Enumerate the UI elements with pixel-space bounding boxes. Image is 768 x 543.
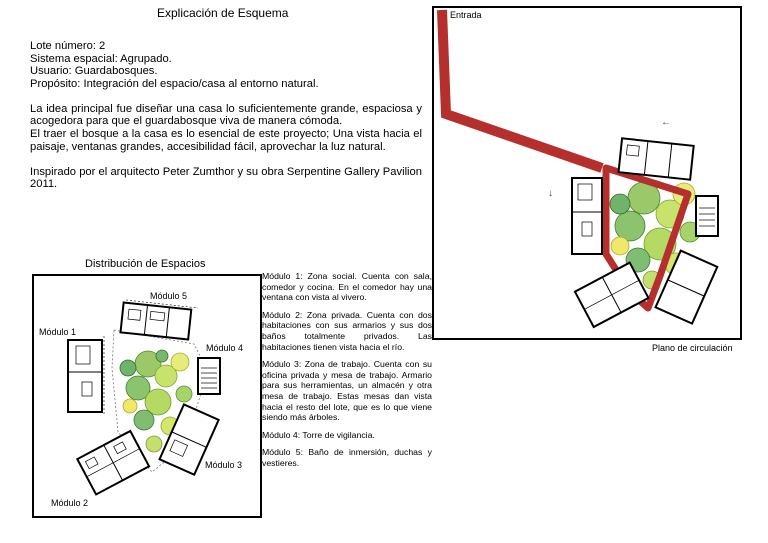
page-title: Explicación de Esquema [157,6,289,20]
spatial-system: Sistema espacial: Agrupado. [30,52,172,65]
intro-text [30,40,422,203]
distribution-plan-drawing [34,276,260,516]
module-4-plan [696,196,718,236]
circulation-plan-drawing [434,8,740,338]
module-1-description: Módulo 1: Zona social. Cuenta con sala, comedor y cocina. En el comedor hay una ventana con vista al vivero. [262,271,432,303]
module-1-plan [572,178,602,254]
module-2-plan [77,431,149,494]
module-5-plan [619,138,694,179]
module-1-label: Módulo 1 [39,327,77,337]
module-2-description: Módulo 2: Zona privada. Cuenta con dos habitaciones con sus armarios y sus dos baños totalmente privados. Las habitaciones tienen vista hacia el río. [262,309,432,352]
module-5-plan [121,303,192,340]
purpose: Propósito: Integración del espacio/casa al entorno natural. [30,77,319,90]
module-3-description: Módulo 3: Zona de trabajo. Cuenta con su oficina privada y mesa de trabajo. Armario para sus herramientas, un almacén y otra mesa de trabajo. Estas mesas dan vista hacia el resto del lote, que es lo que viene siendo más árboles. [262,359,432,423]
module-4-description: Módulo 4: Torre de vigilancia. [262,429,375,440]
circulation-caption: Plano de circulación [652,343,733,353]
module-2-label: Módulo 2 [51,498,89,508]
info-lines [30,40,422,90]
distribution-plan [32,274,262,518]
arrow-down-icon: ↓ [548,188,553,199]
module-4-label: Módulo 4 [206,343,244,353]
entrance-label: Entrada [450,10,482,20]
circulation-plan [432,6,742,340]
arrow-left-icon: ← [661,117,671,128]
module-5-description: Módulo 5: Baño de inmersión, duchas y vestieres. [262,447,432,468]
paragraph-forest: El traer el bosque a la casa es lo esencial de este proyecto; Una vista hacia el paisaje, ventanas grandes, accesibilidad fácil, aprovechar la luz natural. [30,128,422,153]
module-4-plan [198,358,220,394]
user: Usuario: Guardabosques. [30,65,158,78]
lot-number: Lote número: 2 [30,40,106,52]
distribution-title: Distribución de Espacios [85,258,206,270]
paragraph-idea: La idea principal fue diseñar una casa lo suficientemente grande, espaciosa y acogedora para que el guardabosque viva de manera cómoda. [30,102,422,128]
module-descriptions [262,271,432,476]
paragraph-inspiration: Inspirado por el arquitecto Peter Zumthor y su obra Serpentine Gallery Pavilion 2011. [30,165,422,191]
module-1-plan [68,336,104,416]
module-5-label: Módulo 5 [150,291,188,301]
module-3-label: Módulo 3 [205,460,243,470]
